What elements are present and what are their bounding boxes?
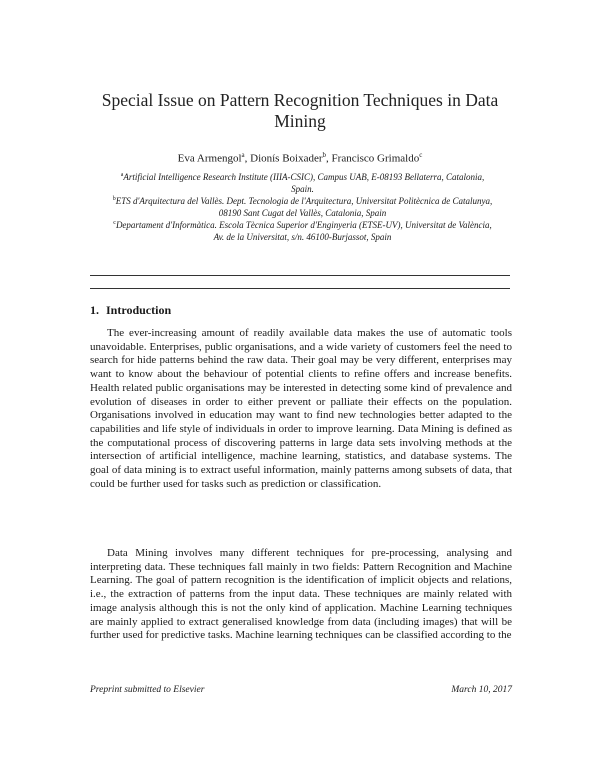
section-number: 1. xyxy=(90,303,99,317)
author-affil-mark: c xyxy=(419,151,423,159)
footer-preprint-note: Preprint submitted to Elsevier xyxy=(90,685,205,695)
section-heading xyxy=(90,303,171,317)
body-paragraph: Data Mining involves many different techniques for pre-processing, analysing and interpreting data. These techniques fall mainly in two fields: Pattern Recognition and Machine Learning. The goal of pattern recognition is the identification of implicit objects and relations, i.e., the extraction of patterns from the input data. These techniques are mainly related with image analysis although this is not the only kind of application. Machine Learning techniques are mainly applied to extract generalised knowledge from data (including images) that will be further used for predictive tasks. Machine learning techniques can be classified according to the xyxy=(90,547,512,642)
affiliation-text: Departament d'Informàtica. Escola Tècnica Superior d'Enginyeria (ETSE-UV), Universitat de València, Av. de la Universitat, s/n. 46100-Burjassot, Spain xyxy=(115,220,492,242)
section-title: Introduction xyxy=(106,303,172,317)
author-name: Francisco Grimaldo xyxy=(331,152,420,165)
affiliation-mark: c xyxy=(113,220,116,226)
affiliation-text: Artificial Intelligence Research Institute (IIIA-CSIC), Campus UAB, E-08193 Bellaterra, Catalonia, Spain. xyxy=(123,172,485,194)
author-name: Eva Armengol xyxy=(177,152,242,165)
abstract-rule-bottom xyxy=(90,288,510,289)
author-list: Eva Armengol$^a$, Dionís Boixader$^b$, Francisco Grimaldo$^c$ xyxy=(177,151,423,165)
abstract-rule-top xyxy=(90,275,510,276)
body-paragraph: The ever-increasing amount of readily available data makes the use of automatic tools unavoidable. Enterprises, public organisations, and a wide variety of customers feel the need to search for hide patterns behind the raw data. Their goal may be very different, enterprises may want to know about the behaviour of potential clients to refine offers and increase benefits. Health related public organisations may be interested in detecting some kind of prevalence and evolution of diseases in order to either prevent or palliate their effects on the population. Organisations involved in education may want to find new technologies better adapted to the capabilities and life style of individuals in order to improve learning. Data Mining is defined as the computational process of discovering patterns in large data sets involving methods at the intersection of artificial intelligence, machine learning, statistics, and database systems. The goal of data mining is to extract useful information, mainly patterns among subsets of data, that could be further used for tasks such as prediction or classification. xyxy=(90,327,512,490)
author-affil-mark: b xyxy=(322,151,327,159)
affiliation-mark: b xyxy=(112,196,116,202)
author-name: Dionís Boixader xyxy=(250,152,323,165)
paper-title: Special Issue on Pattern Recognition Techniques in Data Mining xyxy=(101,90,499,131)
footer-date: March 10, 2017 xyxy=(451,685,512,695)
affiliation xyxy=(110,218,495,243)
affiliation-mark: a xyxy=(120,172,124,178)
affiliation-text: ETS d'Arquitectura del Vallès. Dept. Tecnologia de l'Arquitectura, Universitat Politècnica de Catalunya, 08190 Sant Cugat del Vallès, Catalonia, Spain xyxy=(115,196,493,218)
affiliation xyxy=(110,194,495,219)
affiliation xyxy=(110,170,495,195)
author-affil-mark: a xyxy=(241,151,245,159)
